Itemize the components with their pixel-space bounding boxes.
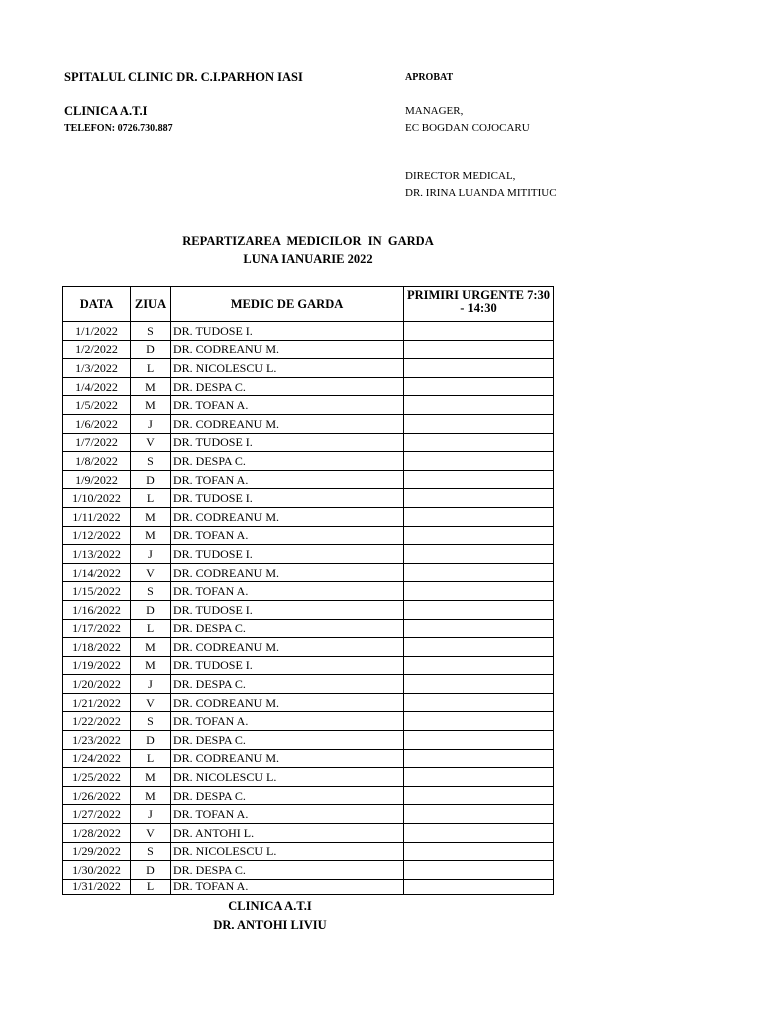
date-cell: 1/17/2022 bbox=[63, 619, 131, 638]
emergency-cell bbox=[404, 582, 554, 601]
column-header-date: DATA bbox=[63, 287, 131, 322]
date-cell: 1/10/2022 bbox=[63, 489, 131, 508]
doctor-cell: DR. CODREANU M. bbox=[171, 340, 404, 359]
table-row bbox=[63, 470, 554, 489]
table-row bbox=[63, 433, 554, 452]
doctor-cell: DR. DESPA C. bbox=[171, 377, 404, 396]
date-cell: 1/2/2022 bbox=[63, 340, 131, 359]
table-row bbox=[63, 489, 554, 508]
table-row bbox=[63, 322, 554, 341]
day-cell: D bbox=[131, 600, 171, 619]
emergency-cell bbox=[404, 731, 554, 750]
emergency-cell bbox=[404, 433, 554, 452]
date-cell: 1/7/2022 bbox=[63, 433, 131, 452]
table-row bbox=[63, 805, 554, 824]
doctor-cell: DR. CODREANU M. bbox=[171, 507, 404, 526]
day-cell: L bbox=[131, 749, 171, 768]
clinic-name: CLINICA A.T.I bbox=[64, 104, 148, 118]
table-row bbox=[63, 377, 554, 396]
doctor-cell: DR. TUDOSE I. bbox=[171, 656, 404, 675]
table-row bbox=[63, 693, 554, 712]
date-cell: 1/29/2022 bbox=[63, 842, 131, 861]
emergency-cell bbox=[404, 359, 554, 378]
doctor-cell: DR. TOFAN A. bbox=[171, 879, 404, 894]
day-cell: M bbox=[131, 377, 171, 396]
emergency-cell bbox=[404, 470, 554, 489]
day-cell: J bbox=[131, 805, 171, 824]
table-row bbox=[63, 582, 554, 601]
doctor-cell: DR. CODREANU M. bbox=[171, 693, 404, 712]
approved-label: APROBAT bbox=[405, 72, 454, 83]
doctor-cell: DR. TUDOSE I. bbox=[171, 433, 404, 452]
date-cell: 1/11/2022 bbox=[63, 507, 131, 526]
day-cell: L bbox=[131, 619, 171, 638]
table-header-row bbox=[63, 287, 554, 322]
date-cell: 1/25/2022 bbox=[63, 768, 131, 787]
day-cell: D bbox=[131, 470, 171, 489]
emergency-cell bbox=[404, 693, 554, 712]
doctor-cell: DR. CODREANU M. bbox=[171, 414, 404, 433]
date-cell: 1/8/2022 bbox=[63, 452, 131, 471]
doctor-cell: DR. TOFAN A. bbox=[171, 396, 404, 415]
emergency-cell bbox=[404, 526, 554, 545]
doctor-cell: DR. TOFAN A. bbox=[171, 526, 404, 545]
emergency-cell bbox=[404, 656, 554, 675]
clinic-phone: TELEFON: 0726.730.887 bbox=[64, 123, 173, 134]
date-cell: 1/9/2022 bbox=[63, 470, 131, 489]
doctor-cell: DR. DESPA C. bbox=[171, 786, 404, 805]
table-row bbox=[63, 842, 554, 861]
table-row bbox=[63, 600, 554, 619]
day-cell: M bbox=[131, 768, 171, 787]
emergency-cell bbox=[404, 712, 554, 731]
emergency-cell bbox=[404, 414, 554, 433]
day-cell: J bbox=[131, 545, 171, 564]
emergency-cell bbox=[404, 489, 554, 508]
date-cell: 1/16/2022 bbox=[63, 600, 131, 619]
day-cell: D bbox=[131, 340, 171, 359]
emergency-cell bbox=[404, 675, 554, 694]
doctor-cell: DR. NICOLESCU L. bbox=[171, 768, 404, 787]
table-row bbox=[63, 359, 554, 378]
doctor-cell: DR. DESPA C. bbox=[171, 619, 404, 638]
emergency-cell bbox=[404, 452, 554, 471]
table-row bbox=[63, 340, 554, 359]
day-cell: M bbox=[131, 656, 171, 675]
emergency-cell bbox=[404, 749, 554, 768]
date-cell: 1/27/2022 bbox=[63, 805, 131, 824]
doctor-cell: DR. NICOLESCU L. bbox=[171, 359, 404, 378]
day-cell: J bbox=[131, 675, 171, 694]
manager-title: MANAGER, bbox=[405, 105, 464, 117]
date-cell: 1/30/2022 bbox=[63, 861, 131, 880]
column-header-emergency: PRIMIRI URGENTE 7:30 - 14:30 bbox=[404, 287, 554, 322]
doctor-cell: DR. DESPA C. bbox=[171, 861, 404, 880]
emergency-cell bbox=[404, 322, 554, 341]
table-row bbox=[63, 545, 554, 564]
date-cell: 1/14/2022 bbox=[63, 563, 131, 582]
doctor-cell: DR. TUDOSE I. bbox=[171, 545, 404, 564]
emergency-cell bbox=[404, 861, 554, 880]
date-cell: 1/18/2022 bbox=[63, 638, 131, 657]
day-cell: V bbox=[131, 824, 171, 843]
emergency-cell bbox=[404, 545, 554, 564]
table-row bbox=[63, 526, 554, 545]
emergency-cell bbox=[404, 340, 554, 359]
date-cell: 1/3/2022 bbox=[63, 359, 131, 378]
emergency-cell bbox=[404, 842, 554, 861]
date-cell: 1/26/2022 bbox=[63, 786, 131, 805]
duty-schedule-table bbox=[62, 286, 554, 895]
day-cell: L bbox=[131, 359, 171, 378]
date-cell: 1/28/2022 bbox=[63, 824, 131, 843]
footer-clinic: CLINICA A.T.I bbox=[228, 899, 312, 913]
day-cell: L bbox=[131, 879, 171, 894]
date-cell: 1/20/2022 bbox=[63, 675, 131, 694]
doctor-cell: DR. CODREANU M. bbox=[171, 563, 404, 582]
table-row bbox=[63, 507, 554, 526]
emergency-cell bbox=[404, 768, 554, 787]
day-cell: M bbox=[131, 638, 171, 657]
doctor-cell: DR. TUDOSE I. bbox=[171, 489, 404, 508]
emergency-cell bbox=[404, 638, 554, 657]
day-cell: S bbox=[131, 322, 171, 341]
day-cell: D bbox=[131, 861, 171, 880]
footer-head: DR. ANTOHI LIVIU bbox=[213, 918, 327, 932]
table-row bbox=[63, 656, 554, 675]
director-title: DIRECTOR MEDICAL, bbox=[405, 170, 516, 182]
doctor-cell: DR. DESPA C. bbox=[171, 731, 404, 750]
emergency-cell bbox=[404, 377, 554, 396]
table-row bbox=[63, 879, 554, 894]
table-row bbox=[63, 786, 554, 805]
date-cell: 1/19/2022 bbox=[63, 656, 131, 675]
table-row bbox=[63, 414, 554, 433]
emergency-cell bbox=[404, 786, 554, 805]
day-cell: M bbox=[131, 507, 171, 526]
document-title: REPARTIZAREA MEDICILOR IN GARDA bbox=[182, 234, 434, 248]
doctor-cell: DR. ANTOHI L. bbox=[171, 824, 404, 843]
day-cell: L bbox=[131, 489, 171, 508]
emergency-cell bbox=[404, 879, 554, 894]
emergency-cell bbox=[404, 563, 554, 582]
doctor-cell: DR. TOFAN A. bbox=[171, 712, 404, 731]
manager-name: EC BOGDAN COJOCARU bbox=[405, 122, 530, 134]
table-row bbox=[63, 638, 554, 657]
table-row bbox=[63, 861, 554, 880]
table-row bbox=[63, 731, 554, 750]
table-row bbox=[63, 619, 554, 638]
table-row bbox=[63, 712, 554, 731]
doctor-cell: DR. CODREANU M. bbox=[171, 638, 404, 657]
doctor-cell: DR. NICOLESCU L. bbox=[171, 842, 404, 861]
date-cell: 1/22/2022 bbox=[63, 712, 131, 731]
day-cell: V bbox=[131, 693, 171, 712]
day-cell: M bbox=[131, 526, 171, 545]
day-cell: M bbox=[131, 786, 171, 805]
date-cell: 1/12/2022 bbox=[63, 526, 131, 545]
table-row bbox=[63, 452, 554, 471]
date-cell: 1/24/2022 bbox=[63, 749, 131, 768]
doctor-cell: DR. DESPA C. bbox=[171, 452, 404, 471]
doctor-cell: DR. TOFAN A. bbox=[171, 805, 404, 824]
day-cell: S bbox=[131, 582, 171, 601]
date-cell: 1/1/2022 bbox=[63, 322, 131, 341]
table-row bbox=[63, 396, 554, 415]
day-cell: S bbox=[131, 842, 171, 861]
emergency-cell bbox=[404, 600, 554, 619]
date-cell: 1/21/2022 bbox=[63, 693, 131, 712]
doctor-cell: DR. TUDOSE I. bbox=[171, 600, 404, 619]
column-header-day: ZIUA bbox=[131, 287, 171, 322]
date-cell: 1/13/2022 bbox=[63, 545, 131, 564]
table-row bbox=[63, 768, 554, 787]
emergency-cell bbox=[404, 507, 554, 526]
table-row bbox=[63, 563, 554, 582]
doctor-cell: DR. TOFAN A. bbox=[171, 470, 404, 489]
doctor-cell: DR. DESPA C. bbox=[171, 675, 404, 694]
doctor-cell: DR. TOFAN A. bbox=[171, 582, 404, 601]
doctor-cell: DR. CODREANU M. bbox=[171, 749, 404, 768]
day-cell: J bbox=[131, 414, 171, 433]
day-cell: D bbox=[131, 731, 171, 750]
hospital-name: SPITALUL CLINIC DR. C.I.PARHON IASI bbox=[64, 70, 303, 84]
table-row bbox=[63, 675, 554, 694]
date-cell: 1/31/2022 bbox=[63, 879, 131, 894]
date-cell: 1/6/2022 bbox=[63, 414, 131, 433]
date-cell: 1/5/2022 bbox=[63, 396, 131, 415]
table-row bbox=[63, 824, 554, 843]
date-cell: 1/4/2022 bbox=[63, 377, 131, 396]
document-subtitle: LUNA IANUARIE 2022 bbox=[243, 252, 373, 266]
day-cell: V bbox=[131, 563, 171, 582]
emergency-cell bbox=[404, 824, 554, 843]
emergency-cell bbox=[404, 619, 554, 638]
table-row bbox=[63, 749, 554, 768]
emergency-cell bbox=[404, 805, 554, 824]
day-cell: V bbox=[131, 433, 171, 452]
column-header-doctor: MEDIC DE GARDA bbox=[171, 287, 404, 322]
emergency-cell bbox=[404, 396, 554, 415]
date-cell: 1/15/2022 bbox=[63, 582, 131, 601]
date-cell: 1/23/2022 bbox=[63, 731, 131, 750]
day-cell: M bbox=[131, 396, 171, 415]
doctor-cell: DR. TUDOSE I. bbox=[171, 322, 404, 341]
director-name: DR. IRINA LUANDA MITITIUC bbox=[405, 187, 557, 199]
day-cell: S bbox=[131, 452, 171, 471]
day-cell: S bbox=[131, 712, 171, 731]
